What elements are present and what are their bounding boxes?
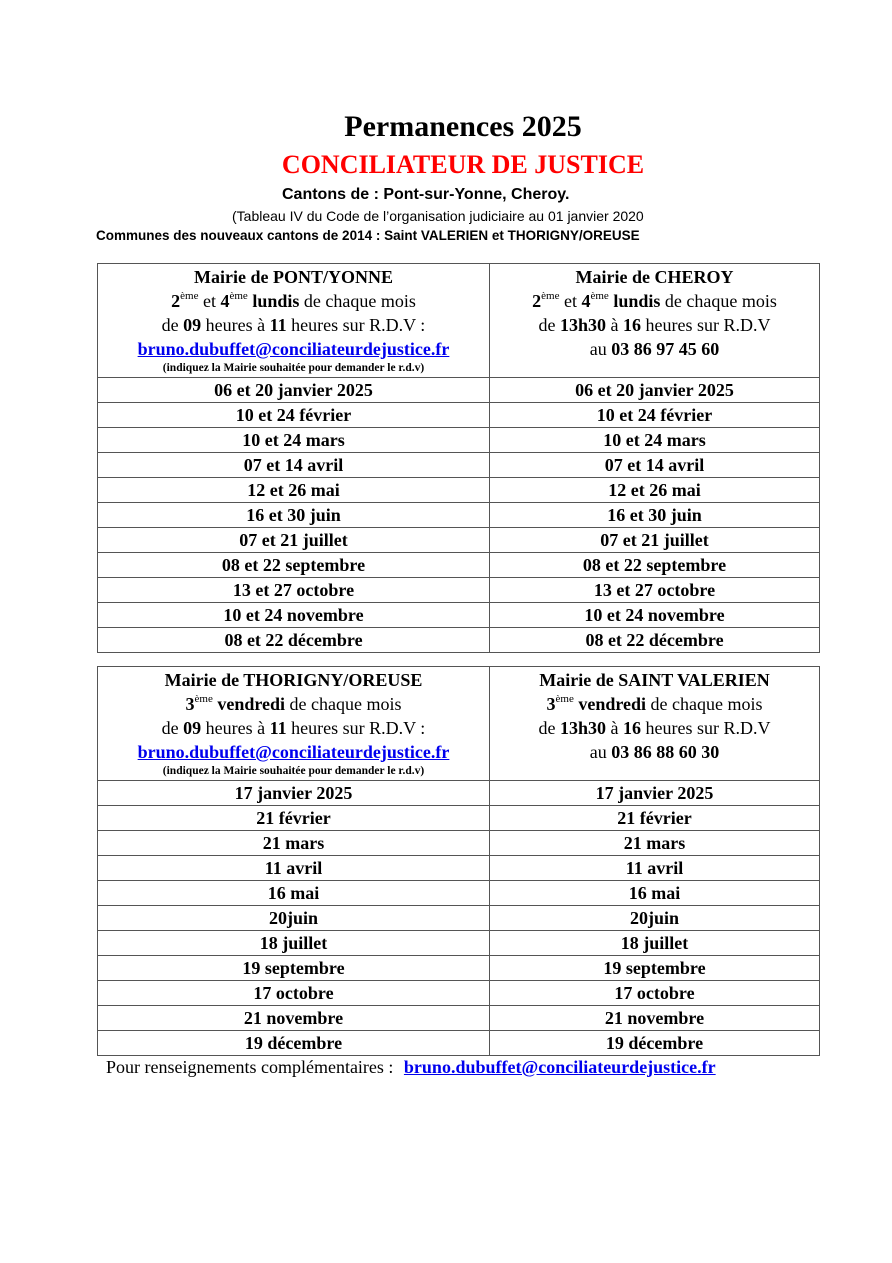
table-row: [98, 478, 820, 503]
table-header-row: [98, 264, 820, 378]
table-row: [98, 628, 820, 653]
date-cell-left: 18 juillet: [98, 931, 490, 956]
date-cell-left: 17 janvier 2025: [98, 781, 490, 806]
mairie-note: (indiquez la Mairie souhaitée pour demander le r.d.v): [162, 765, 425, 777]
date-cell-right: 17 octobre: [490, 981, 820, 1006]
schedule-hours: de 09 heures à 11 heures sur R.D.V :: [161, 718, 426, 738]
date-cell-right: 10 et 24 novembre: [490, 603, 820, 628]
contact-email-link[interactable]: bruno.dubuffet@conciliateurdejustice.fr: [137, 742, 450, 762]
schedule-table-vendredi: [97, 666, 820, 1056]
date-cell-left: 19 septembre: [98, 956, 490, 981]
date-cell-right: 10 et 24 mars: [490, 428, 820, 453]
table-row: [98, 428, 820, 453]
communes-line: Communes des nouveaux cantons de 2014 : Saint VALERIEN et THORIGNY/OREUSE: [96, 228, 640, 243]
schedule-days: 2ème et 4ème lundis de chaque mois: [171, 290, 416, 311]
date-cell-left: 10 et 24 février: [98, 403, 490, 428]
date-cell-right: 17 janvier 2025: [490, 781, 820, 806]
mairie-name: Mairie de SAINT VALERIEN: [539, 670, 770, 690]
date-cell-left: 10 et 24 novembre: [98, 603, 490, 628]
date-cell-left: 10 et 24 mars: [98, 428, 490, 453]
date-cell-left: 08 et 22 décembre: [98, 628, 490, 653]
date-cell-right: 08 et 22 décembre: [490, 628, 820, 653]
table-row: [98, 1031, 820, 1056]
date-cell-left: 21 février: [98, 806, 490, 831]
table-header-row: [98, 667, 820, 781]
date-cell-right: 18 juillet: [490, 931, 820, 956]
footer-text: Pour renseignements complémentaires :: [106, 1057, 398, 1077]
date-cell-right: 19 décembre: [490, 1031, 820, 1056]
date-cell-left: 07 et 21 juillet: [98, 528, 490, 553]
mairie-name: Mairie de PONT/YONNE: [194, 267, 393, 287]
header-cell-saint-valerien: [490, 667, 820, 781]
schedule-hours: de 13h30 à 16 heures sur R.D.V: [538, 315, 771, 335]
table-row: [98, 503, 820, 528]
date-cell-right: 20juin: [490, 906, 820, 931]
date-cell-right: 13 et 27 octobre: [490, 578, 820, 603]
date-cell-left: 06 et 20 janvier 2025: [98, 378, 490, 403]
schedule-table-lundis: [97, 263, 820, 653]
table-row: [98, 603, 820, 628]
table-row: [98, 378, 820, 403]
date-cell-left: 16 mai: [98, 881, 490, 906]
date-cell-left: 19 décembre: [98, 1031, 490, 1056]
date-cell-right: 21 février: [490, 806, 820, 831]
phone-line: au 03 86 97 45 60: [589, 339, 720, 359]
table-row: [98, 781, 820, 806]
table-row: [98, 553, 820, 578]
cantons-line: Cantons de : Pont-sur-Yonne, Cheroy.: [282, 186, 570, 203]
table-row: [98, 528, 820, 553]
date-cell-right: 21 novembre: [490, 1006, 820, 1031]
date-cell-right: 06 et 20 janvier 2025: [490, 378, 820, 403]
date-cell-right: 21 mars: [490, 831, 820, 856]
date-cell-right: 19 septembre: [490, 956, 820, 981]
mairie-note: (indiquez la Mairie souhaitée pour demander le r.d.v): [162, 362, 425, 374]
table-row: [98, 981, 820, 1006]
table-row: [98, 856, 820, 881]
table-row: [98, 403, 820, 428]
phone-line: au 03 86 88 60 30: [589, 742, 720, 762]
date-cell-left: 16 et 30 juin: [98, 503, 490, 528]
date-cell-right: 11 avril: [490, 856, 820, 881]
table-row: [98, 453, 820, 478]
page-subtitle: CONCILIATEUR DE JUSTICE: [281, 150, 645, 179]
date-cell-left: 21 mars: [98, 831, 490, 856]
header-cell-cheroy: [490, 264, 820, 378]
date-cell-left: 13 et 27 octobre: [98, 578, 490, 603]
footer-info: [106, 1057, 716, 1078]
header-cell-thorigny: [98, 667, 490, 781]
date-cell-right: 07 et 14 avril: [490, 453, 820, 478]
date-cell-left: 21 novembre: [98, 1006, 490, 1031]
page-title: Permanences 2025: [344, 110, 582, 143]
schedule-days: 2ème et 4ème lundis de chaque mois: [532, 290, 777, 311]
schedule-days: 3ème vendredi de chaque mois: [185, 693, 402, 714]
table-row: [98, 956, 820, 981]
date-cell-right: 10 et 24 février: [490, 403, 820, 428]
table-row: [98, 831, 820, 856]
date-cell-right: 16 et 30 juin: [490, 503, 820, 528]
header-cell-pont-yonne: [98, 264, 490, 378]
date-cell-left: 12 et 26 mai: [98, 478, 490, 503]
schedule-hours: de 13h30 à 16 heures sur R.D.V: [538, 718, 771, 738]
schedule-days: 3ème vendredi de chaque mois: [546, 693, 763, 714]
table-row: [98, 881, 820, 906]
date-cell-right: 07 et 21 juillet: [490, 528, 820, 553]
contact-email-link[interactable]: bruno.dubuffet@conciliateurdejustice.fr: [137, 339, 450, 359]
tableau-reference: (Tableau IV du Code de l’organisation judiciaire au 01 janvier 2020: [232, 208, 644, 224]
table-row: [98, 578, 820, 603]
mairie-name: Mairie de CHEROY: [575, 267, 734, 287]
date-cell-right: 12 et 26 mai: [490, 478, 820, 503]
date-cell-right: 16 mai: [490, 881, 820, 906]
schedule-hours: de 09 heures à 11 heures sur R.D.V :: [161, 315, 426, 335]
date-cell-left: 20juin: [98, 906, 490, 931]
table-row: [98, 931, 820, 956]
table-row: [98, 906, 820, 931]
table-row: [98, 1006, 820, 1031]
date-cell-left: 07 et 14 avril: [98, 453, 490, 478]
mairie-name: Mairie de THORIGNY/OREUSE: [164, 670, 423, 690]
date-cell-left: 17 octobre: [98, 981, 490, 1006]
date-cell-left: 11 avril: [98, 856, 490, 881]
date-cell-left: 08 et 22 septembre: [98, 553, 490, 578]
table-row: [98, 806, 820, 831]
date-cell-right: 08 et 22 septembre: [490, 553, 820, 578]
footer-email-link[interactable]: bruno.dubuffet@conciliateurdejustice.fr: [403, 1057, 716, 1077]
